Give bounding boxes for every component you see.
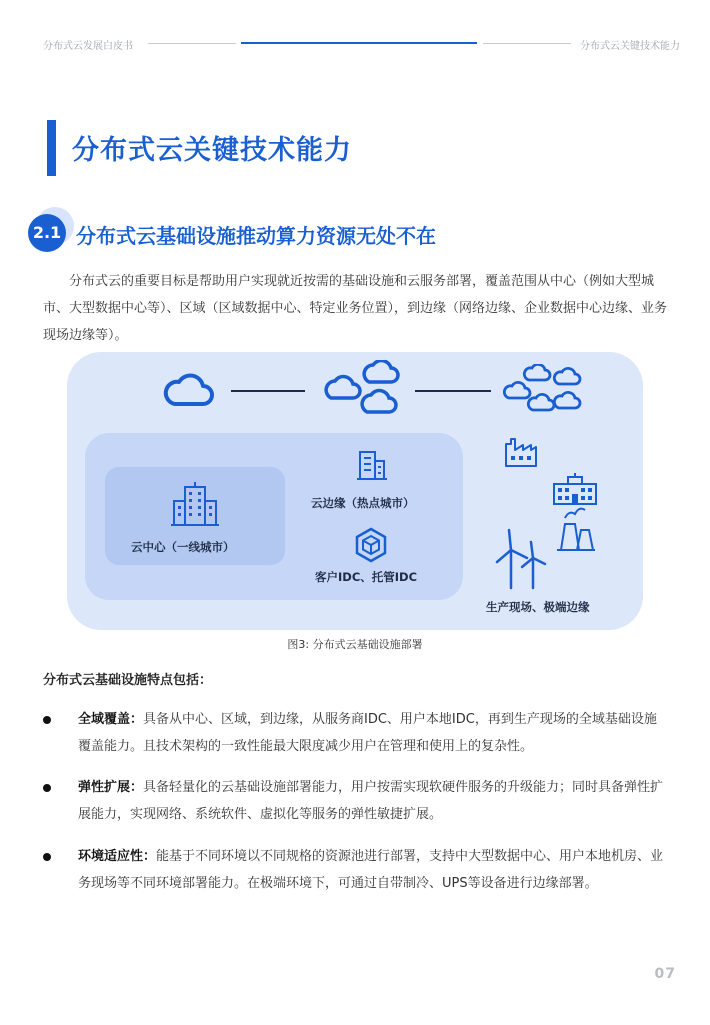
bullet-dot-icon	[43, 784, 51, 792]
bullet-text	[78, 706, 669, 760]
cloud-center-box	[105, 467, 285, 565]
cloud-icon	[163, 372, 215, 408]
chapter-accent-bar	[47, 120, 56, 176]
power-plant-icon	[555, 502, 597, 552]
connector-line-right	[415, 390, 491, 392]
cloud-center-label: 云中心（一线城市）	[131, 540, 235, 554]
region-box	[85, 433, 463, 600]
customer-idc-label: 客户IDC、托管IDC	[315, 570, 418, 584]
cloud-cluster-icon	[323, 360, 409, 416]
deployment-diagram	[67, 352, 643, 630]
bullet-dot-icon	[43, 853, 51, 861]
cloud-many-icon	[503, 364, 589, 416]
header-divider-left	[148, 43, 236, 44]
bullet-title: 弹性扩展：	[78, 780, 144, 795]
datacenter-building-icon	[551, 472, 599, 506]
intro-paragraph: 分布式云的重要目标是帮助用户实现就近按需的基础设施和云服务部署，覆盖范围从中心（例如大型城市、大型数据中心等）、区域（区域数据中心、特定业务位置），到边缘（网络边缘、企业数据中心边缘、业务现场边缘等）。	[43, 274, 668, 343]
bullet-body: 具备从中心、区域，到边缘，从服务商IDC、用户本地IDC，再到生产现场的全域基础设施覆盖能力。且技术架构的一致性能最大限度减少用户在管理和使用上的复杂性。	[78, 712, 657, 754]
section-title: 分布式云基础设施推动算力资源无处不在	[76, 224, 436, 248]
connector-line-left	[231, 390, 305, 392]
chapter-title: 分布式云关键技术能力	[72, 135, 352, 166]
far-edge-label: 生产现场、极端边缘	[486, 600, 590, 614]
factory-icon	[503, 436, 539, 468]
section-number-badge: 2.1	[28, 214, 66, 252]
cloud-edge-label: 云边缘（热点城市）	[311, 496, 415, 510]
bullet-text	[78, 843, 669, 897]
header-chapter-title: 分布式云关键技术能力	[580, 41, 680, 52]
office-building-icon	[357, 449, 387, 481]
hex-node-icon	[353, 527, 389, 563]
page-number: 07	[654, 966, 676, 982]
header-divider-right	[483, 43, 571, 44]
header-doc-title: 分布式云发展白皮书	[43, 41, 133, 52]
features-intro: 分布式云基础设施特点包括：	[43, 673, 213, 688]
bullet-title: 全域覆盖：	[78, 712, 144, 727]
header-divider-accent	[241, 42, 477, 44]
bullet-body: 具备轻量化的云基础设施部署能力，用户按需实现软硬件服务的升级能力；同时具备弹性扩展能力，实现网络、系统软件、虚拟化等服务的弹性敏捷扩展。	[78, 780, 664, 822]
wind-turbine-icon	[495, 526, 547, 590]
bullet-dot-icon	[43, 716, 51, 724]
page-header	[0, 34, 710, 54]
skyscraper-icon	[171, 481, 219, 527]
bullet-text	[78, 774, 669, 828]
bullet-title: 环境适应性：	[78, 849, 157, 864]
bullet-body: 能基于不同环境以不同规格的资源池进行部署，支持中大型数据中心、用户本地机房、业务现场等不同环境部署能力。在极端环境下，可通过自带制冷、UPS等设备进行边缘部署。	[78, 849, 664, 891]
figure-caption: 图3: 分布式云基础设施部署	[287, 638, 423, 651]
